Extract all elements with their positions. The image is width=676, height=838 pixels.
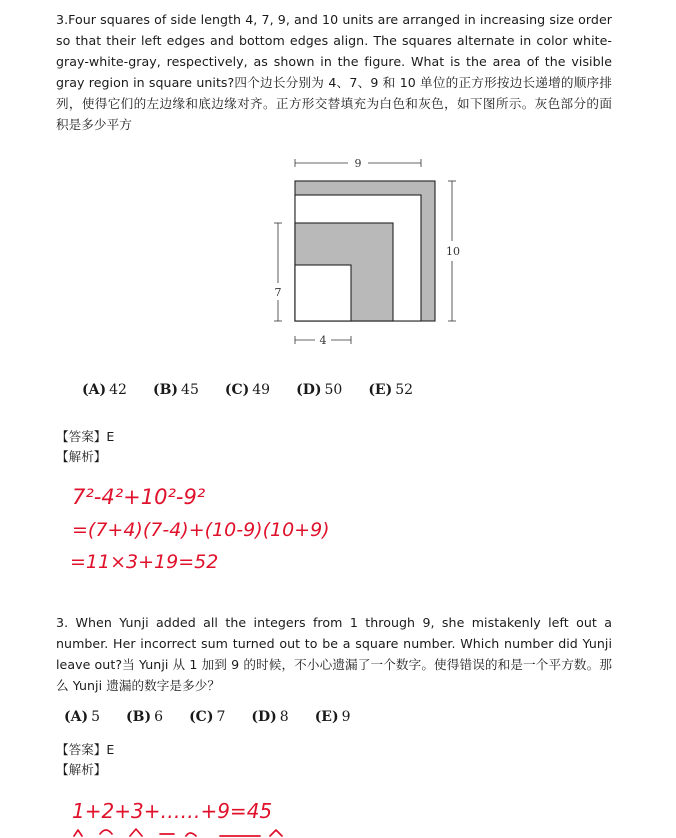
- choice-c: (C) 7: [189, 709, 226, 725]
- choice-b: (B) 45: [152, 382, 199, 398]
- answer-label-2: 【答案】E: [56, 742, 115, 757]
- problem-2-text: 3. When Yunji added all the integers from 1 through 9, she mistakenly left out a number. Her incorrect sum turned out to be a square number. Which number did Yunji leave out?当 Yunji 从 1 加到 9 的时候，不小心遗漏了一个数字。使得错误的和是一个平方数。那么 Yunji 遗漏的数字是多少？: [56, 615, 612, 693]
- choice-a: (A) 5: [64, 709, 101, 725]
- choices-1: [82, 382, 413, 398]
- choice-b: (B) 6: [126, 709, 164, 725]
- answer-label-1: 【答案】E: [56, 429, 115, 444]
- choice-e: (E) 52: [368, 382, 414, 398]
- squares-figure: [270, 152, 480, 352]
- dimension-left: [274, 223, 282, 321]
- choice-d: (D) 8: [251, 709, 289, 725]
- choices-2: [64, 709, 351, 725]
- analysis-label-1: 【解析】: [56, 449, 107, 464]
- label-bottom: 4: [319, 334, 327, 347]
- cut-off-handwriting: [74, 829, 282, 836]
- label-left: 7: [274, 286, 282, 299]
- label-right: 10: [446, 245, 460, 258]
- handwritten-solution-2: [60, 790, 360, 838]
- handwriting-line-1: 1+2+3+……+9=45: [72, 799, 273, 823]
- choice-c: (C) 49: [224, 382, 271, 398]
- square-4-white: [295, 265, 351, 321]
- label-top: 9: [354, 157, 362, 170]
- handwriting-line-3: =11×3+19=52: [70, 551, 219, 573]
- handwritten-solution-1: [60, 480, 360, 580]
- choice-e: (E) 9: [314, 709, 351, 725]
- choice-a: (A) 42: [82, 382, 127, 398]
- handwriting-line-2: =(7+4)(7-4)+(10-9)(10+9): [72, 519, 330, 541]
- choice-d: (D) 50: [296, 382, 343, 398]
- analysis-label-2: 【解析】: [56, 762, 107, 777]
- problem-1-text: 3.Four squares of side length 4, 7, 9, and 10 units are arranged in increasing size order so that their left edges and bottom edges align. The squares alternate in color white-gray-white-gray, respectively, as shown in the figure. What is the area of the visible gray region in square units?四个边长分别为 4、7、9 和 10 单位的正方形按边长递增的顺序排列，使得它们的左边缘和底边缘对齐。正方形交替填充为白色和灰色，如下图所示。灰色部分的面积是多少平方: [56, 12, 612, 132]
- handwriting-line-1: 7²-4²+10²-9²: [72, 485, 206, 509]
